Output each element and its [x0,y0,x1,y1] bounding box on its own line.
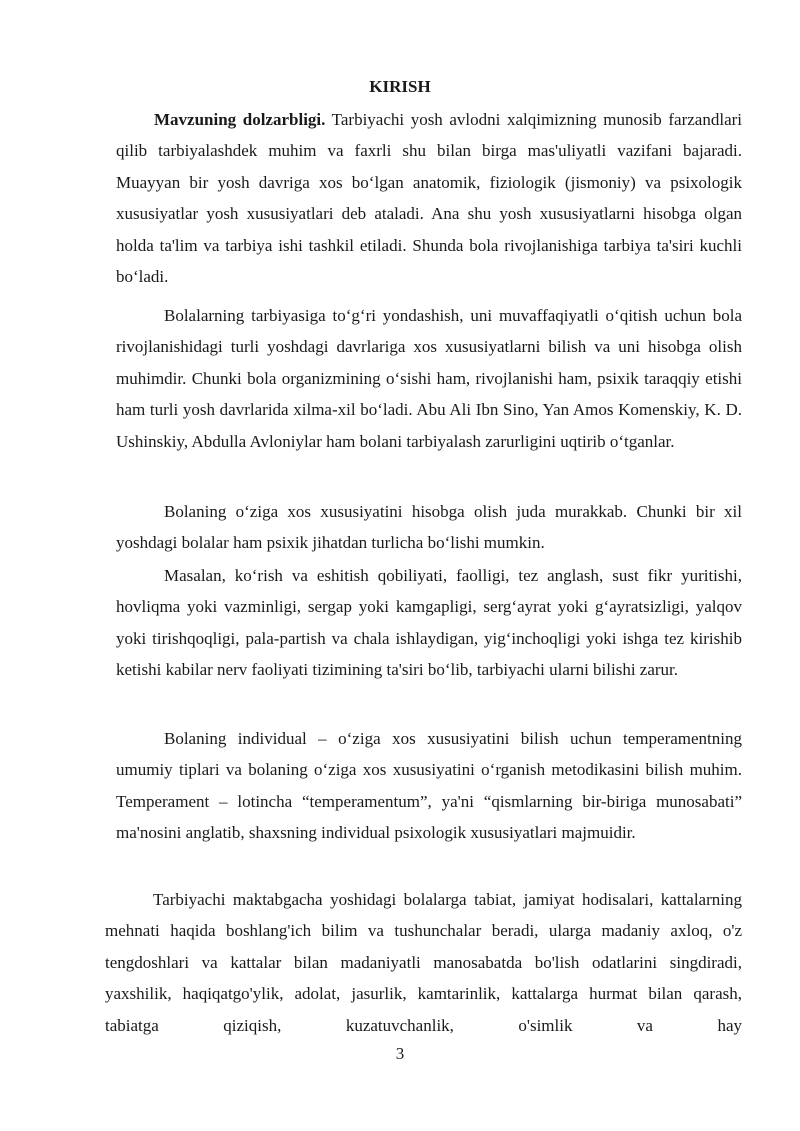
intro-heading: Mavzuning dolzarbligi. [154,110,326,129]
body-paragraph: Bolalarning tarbiyasiga to‘g‘ri yondashish, uni muvaffaqiyatli o‘qitish uchun bola rivojlanishidagi turli yoshdagi davrlariga xos xususiyatlarni bilish va uni hisobga olish muhimdir. Chunki bola organizmining o‘sishi ham, rivojlanishi ham, psixik taraqqiy etishi ham turli yosh davrlarida xilma-xil bo‘ladi. Abu Ali Ibn Sino, Yan Amos Komenskiy, K. D. Ushinskiy, Abdulla Avloniylar ham bolani tarbiyalash zarurligini uqtirib o‘tganlar. [116,306,742,451]
section-title: KIRISH [369,77,431,96]
intro-paragraph [116,104,742,292]
body-paragraph: Masalan, ko‘rish va eshitish qobiliyati, faolligi, tez anglash, sust fikr yuritishi, hovliqma yoki vazminligi, sergap yoki kamgapligi, serg‘ayrat yoki g‘ayratsizligi, yalqov yoki tirishqoqligi, pala-partish va chala ishlaydigan, yig‘inchoqligi yoki ishga tez kirishib ketishi kabilar nerv faoliyati tizimining ta'siri bo‘lib, tarbiyachi ularni bilishi zarur. [116,566,742,680]
intro-text: Tarbiyachi yosh avlodni xalqimizning munosib farzandlari qilib tarbiyalashdek muhim va faxrli shu bilan birga mas'uliyatli vazifani bajaradi. Muayyan bir yosh davriga xos bo‘lgan anatomik, fiziologik (jismoniy) va psixologik xususiyatlar yosh xususiyatlari deb ataladi. Ana shu yosh xususiyatlarni hisobga olgan holda ta'lim va tarbiya ishi tashkil etiladi. Shunda bola rivojlanishiga tarbiya ta'siri kuchli bo‘ladi. [116,110,742,287]
page-number: 3 [395,1044,405,1063]
body-paragraph: Bolaning individual – o‘ziga xos xususiyatini bilish uchun temperamentning umumiy tiplari va bolaning o‘ziga xos xususiyatini o‘rganish metodikasini bilish muhim. Temperament – lotincha “temperamentum”, ya'ni “qismlarning bir-biriga munosabati” ma'nosini anglatib, shaxsning individual psixologik xususiyatlari majmuidir. [116,729,742,843]
body-paragraph-continued: Tarbiyachi maktabgacha yoshidagi bolalarga tabiat, jamiyat hodisalari, kattalarning mehnati haqida boshlang'ich bilim va tushunchalar beradi, ularga madaniy axloq, o'z tengdoshlari va kattalar bilan madaniyatli manosabatda bo'lish odatlarini singdiradi, yaxshilik, haqiqatgo'ylik, adolat, jasurlik, kamtarinlik, kattalarga hurmat bilan qarash, tabiatga qiziqish, kuzatuvchanlik, o'simlik va hay [105,890,742,1035]
body-paragraph: Bolaning o‘ziga xos xususiyatini hisobga olish juda murakkab. Chunki bir xil yoshdagi bolalar ham psixik jihatdan turlicha bo‘lishi mumkin. [116,502,742,553]
